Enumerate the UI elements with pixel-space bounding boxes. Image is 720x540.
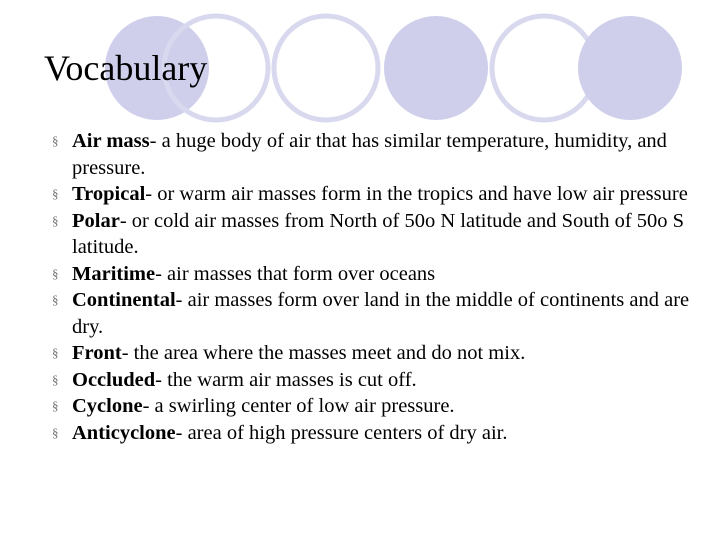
term-label: Anticyclone — [72, 421, 176, 444]
decorative-circle-filled — [384, 16, 488, 120]
bullet-icon: § — [52, 133, 59, 148]
term-definition: - a swirling center of low air pressure. — [142, 395, 455, 417]
list-item — [52, 393, 702, 420]
term-definition: - air masses that form over oceans — [155, 262, 436, 285]
vocabulary-list — [52, 128, 702, 446]
term-definition: - the warm air masses is cut off. — [155, 368, 417, 391]
term-label: Maritime — [72, 262, 156, 285]
bullet-icon: § — [52, 345, 59, 360]
term-label: Tropical — [72, 183, 146, 205]
list-item — [52, 208, 702, 261]
list-item — [52, 181, 702, 208]
slide-title: Vocabulary — [44, 48, 208, 88]
term-definition: - the area where the masses meet and do not mix. — [121, 342, 526, 364]
bullet-icon: § — [52, 292, 59, 307]
list-item — [52, 287, 702, 340]
bullet-icon: § — [52, 265, 59, 281]
list-item — [52, 367, 702, 394]
list-item — [52, 420, 702, 447]
bullet-icon: § — [52, 424, 59, 440]
term-definition: - a huge body of air that has similar temperature, humidity, and pressure. — [72, 130, 667, 179]
bullet-icon: § — [52, 212, 59, 228]
term-label: Front — [72, 342, 122, 364]
list-item — [52, 261, 702, 288]
term-definition: - or cold air masses from North of 50o N latitude and South of 50o S latitude. — [72, 209, 685, 258]
term-definition: - area of high pressure centers of dry air. — [175, 421, 508, 444]
bullet-icon: § — [52, 186, 59, 201]
term-label: Polar — [72, 209, 120, 232]
term-label: Occluded — [72, 368, 156, 391]
decorative-circle-filled — [578, 16, 682, 120]
term-label: Cyclone — [72, 395, 143, 417]
list-item — [52, 128, 702, 181]
list-item — [52, 340, 702, 367]
decorative-circle-ring — [274, 16, 378, 120]
term-label: Air mass — [72, 130, 150, 152]
bullet-icon: § — [52, 371, 59, 387]
bullet-icon: § — [52, 398, 59, 413]
term-definition: - air masses form over land in the middle of continents and are dry. — [72, 289, 690, 338]
term-label: Continental — [72, 289, 176, 311]
term-definition: - or warm air masses form in the tropics and have low air pressure — [145, 183, 688, 205]
